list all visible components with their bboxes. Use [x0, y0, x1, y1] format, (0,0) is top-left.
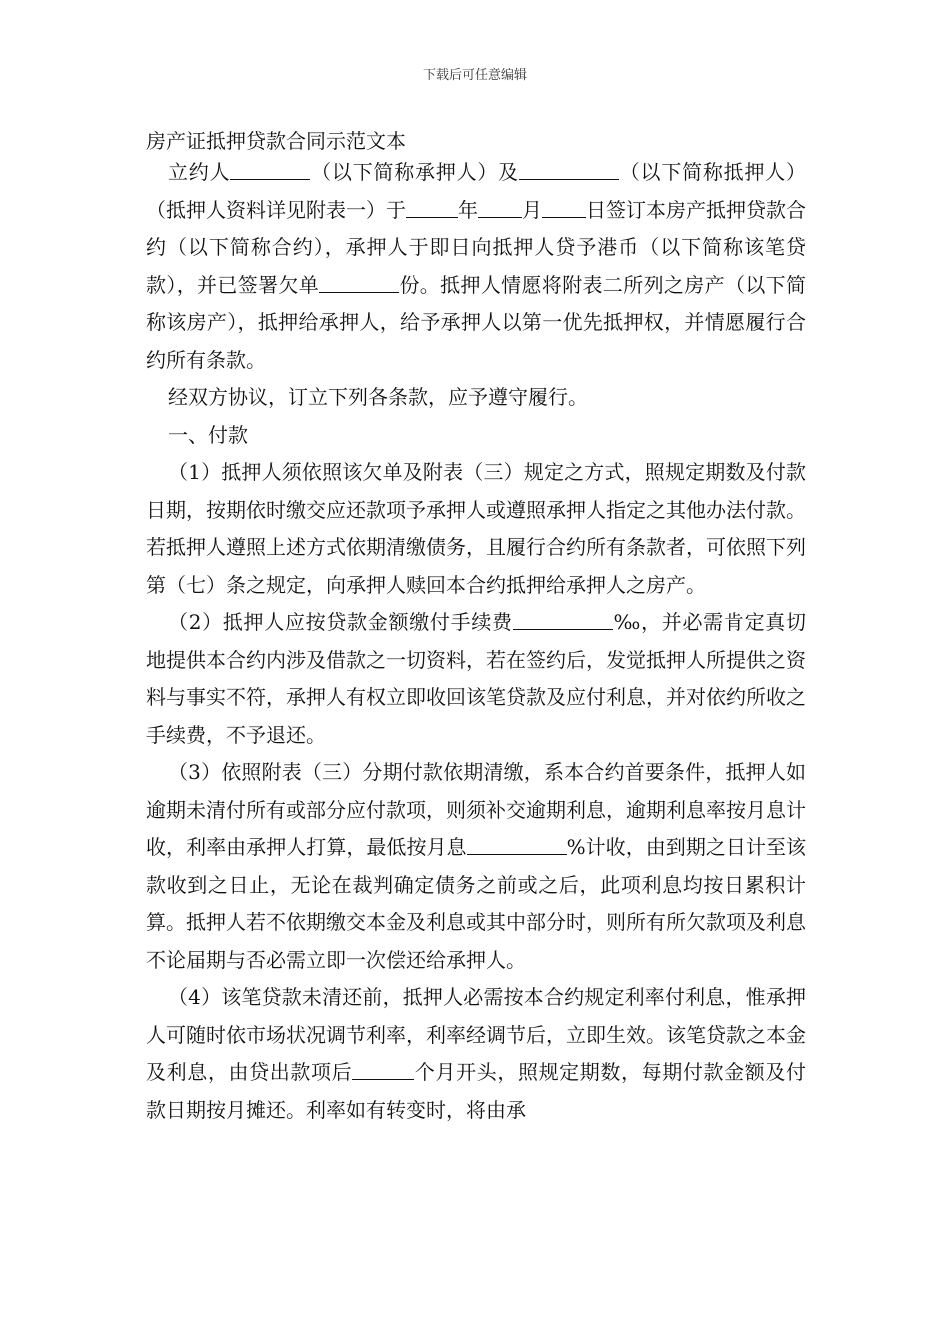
agreement-paragraph: 经双方协议，订立下列各条款，应予遵守履行。 — [168, 385, 588, 409]
clause-4-text-2: 个月开头，照规定期数，每期付款金额及付款日期按月摊还。利率如有转变时，将由承 — [146, 1060, 807, 1122]
copies-blank — [319, 270, 399, 293]
document-body — [146, 154, 806, 1129]
fee-rate-blank — [513, 607, 613, 630]
months-blank — [352, 1057, 414, 1080]
clause-3 — [146, 754, 806, 979]
clause-3-text-2: %计收，由到期之日计至该款收到之日止，无论在裁判确定债务之前或之后，此项利息均按日累积计算。抵押人若不依期缴交本金及利息或其中部分时，则所有所欠款项及利息不论届期与否必需立即一次偿还给承押人。 — [146, 835, 806, 972]
clause-2 — [146, 604, 806, 754]
year-blank — [406, 195, 458, 218]
clause-2-text-1: （2）抵押人应按贷款金额缴付手续费 — [168, 610, 513, 634]
intro-text-4: 年 — [458, 197, 478, 222]
clause-3-text-1: （3）依照附表（三）分期付款依期清缴，系本合约首要条件，抵押人如逾期未清付所有或部分应付款项，则须补交逾期利息，逾期利息率按月息计收，利率由承押人打算，最低按月息 — [146, 760, 806, 859]
intro-text-7: 份。抵押人情愿将附表二所列之房产（以下简称该房产），抵押给承押人，给予承押人以第一优先抵押权，并情愿履行合约所有条款。 — [146, 272, 807, 372]
clause-1: （1）抵押人须依照该欠单及附表（三）规定之方式，照规定期数及付款日期，按期依时缴交应还款项予承押人或遵照承押人指定之其他办法付款。若抵押人遵照上述方式依期清缴债务，且履行合约所有条款者，可依照下列第（七）条之规定，向承押人赎回本合约抵押给承押人之房产。 — [146, 460, 806, 597]
intro-text-2: （以下简称承押人）及 — [310, 160, 519, 184]
header-note: 下载后可任意编辑 — [422, 68, 527, 83]
intro-text-3: （以下简称抵押人）（抵押人资料详见附表一）于 — [146, 160, 807, 222]
day-blank — [542, 195, 586, 218]
clause-4 — [146, 979, 806, 1129]
clause-2-text-2: ‰，并必需肯定真切地提供本合约内涉及借款之一切资料，若在签约后，发觉抵押人所提供之资料与事实不符，承押人有权立即收回该笔贷款及应付利息，并对依约所收之手续费，不予退还。 — [146, 610, 806, 747]
mortgagor-blank — [519, 157, 619, 180]
clause-4-text-1: （4）该笔贷款未清还前，抵押人必需按本合约规定利率付利息，惟承押人可随时依市场状况调节利率，利率经调节后，立即生效。该笔贷款之本金及利息，由贷出款项后 — [146, 985, 806, 1084]
document-title: 房产证抵押贷款合同示范文本 — [146, 129, 406, 153]
intro-paragraph — [146, 154, 806, 379]
overdue-rate-blank — [467, 832, 567, 855]
intro-text-1: 立约人 — [168, 160, 231, 184]
month-blank — [478, 195, 522, 218]
mortgagee-blank — [230, 157, 310, 180]
intro-text-6: 日签订本房产抵押贷款合约（以下简称合约），承押人于即日向抵押人贷予港币（以下简称该笔贷款），并已签署欠单 — [146, 197, 806, 297]
section-heading-payment: 一、付款 — [168, 422, 248, 447]
intro-text-5: 月 — [522, 197, 542, 222]
